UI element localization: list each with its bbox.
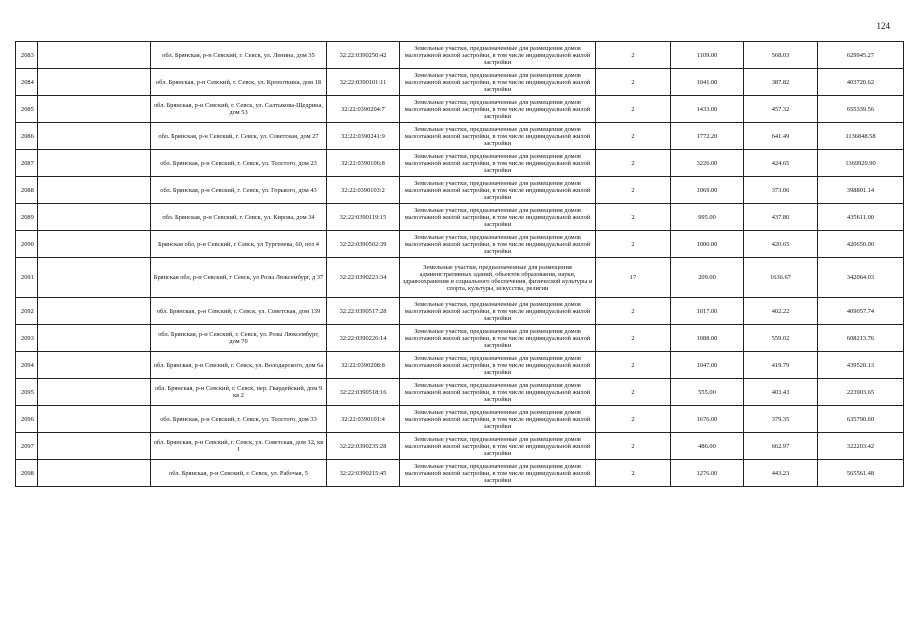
- area-cell: 995.00: [671, 204, 744, 231]
- area-cell: 1772.20: [671, 123, 744, 150]
- cadastral-value-cell: 565561.48: [818, 460, 904, 487]
- land-use-cell: Земельные участки, предназначенные для размещения домов малоэтажной жилой застройки, в том числе индивидуальной жилой застройки: [400, 204, 596, 231]
- row-number-cell: 2087: [16, 150, 38, 177]
- land-use-cell: Земельные участки, предназначенные для размещения домов малоэтажной жилой застройки, в том числе индивидуальной жилой застройки: [400, 42, 596, 69]
- cadastral-value-cell: 629945.27: [818, 42, 904, 69]
- cadastral-value-cell: 435611.00: [818, 204, 904, 231]
- row-number-cell: 2096: [16, 406, 38, 433]
- table-row: [16, 325, 904, 352]
- cadastral-number-cell: 32:22:0390517:28: [327, 298, 400, 325]
- blank-cell: [38, 352, 151, 379]
- use-group-cell: 2: [596, 352, 671, 379]
- land-use-cell: Земельные участки, предназначенные для размещения домов малоэтажной жилой застройки, в том числе индивидуальной жилой застройки: [400, 460, 596, 487]
- blank-cell: [38, 204, 151, 231]
- land-use-cell: Земельные участки, предназначенные для размещения домов малоэтажной жилой застройки, в том числе индивидуальной жилой застройки: [400, 231, 596, 258]
- address-cell: обл. Брянская, р-н Севский, г. Севск, ул. Толстого, дом 23: [151, 150, 327, 177]
- row-number-cell: 2091: [16, 258, 38, 298]
- blank-cell: [38, 406, 151, 433]
- cadastral-number-cell: 32:22:0390119:15: [327, 204, 400, 231]
- unit-value-cell: 387.82: [744, 69, 818, 96]
- unit-value-cell: 403.43: [744, 379, 818, 406]
- cadastral-value-cell: 403720.62: [818, 69, 904, 96]
- use-group-cell: 2: [596, 123, 671, 150]
- blank-cell: [38, 433, 151, 460]
- cadastral-number-cell: 32:22:0390103:2: [327, 177, 400, 204]
- cadastral-number-cell: 32:22:0390235:28: [327, 433, 400, 460]
- use-group-cell: 2: [596, 406, 671, 433]
- address-cell: обл. Брянская, р-н Севский, г. Севск, ул. Рабочая, 5: [151, 460, 327, 487]
- cadastral-value-cell: 1136848.58: [818, 123, 904, 150]
- address-cell: обл. Брянская, р-н Севский, г. Севск, ул. Советская, дом 139: [151, 298, 327, 325]
- use-group-cell: 2: [596, 325, 671, 352]
- row-number-cell: 2084: [16, 69, 38, 96]
- cadastral-value-cell: 655339.56: [818, 96, 904, 123]
- land-use-cell: Земельные участки, предназначенные для размещения домов малоэтажной жилой застройки, в том числе индивидуальной жилой застройки: [400, 150, 596, 177]
- cadastral-value-cell: 322203.42: [818, 433, 904, 460]
- land-use-cell: Земельные участки, предназначенные для размещения домов малоэтажной жилой застройки, в том числе индивидуальной жилой застройки: [400, 406, 596, 433]
- cadastral-number-cell: 32:22:0390241:9: [327, 123, 400, 150]
- table-row: [16, 379, 904, 406]
- address-cell: обл. Брянская, р-н Севский, г. Севск, ул. Володарского, дом 6а: [151, 352, 327, 379]
- address-cell: обл. Брянская, р-н Севский, г. Севск, ул. Толстого, дом 33: [151, 406, 327, 433]
- land-use-cell: Земельные участки, предназначенные для размещения домов малоэтажной жилой застройки, в том числе индивидуальной жилой застройки: [400, 433, 596, 460]
- blank-cell: [38, 325, 151, 352]
- address-cell: обл. Брянская, р-н Севский, г. Севск, ул. Советская, дом 27: [151, 123, 327, 150]
- unit-value-cell: 559.02: [744, 325, 818, 352]
- cadastral-number-cell: 32:22:0390250:42: [327, 42, 400, 69]
- unit-value-cell: 457.32: [744, 96, 818, 123]
- page-number: 124: [876, 21, 890, 31]
- row-number-cell: 2089: [16, 204, 38, 231]
- blank-cell: [38, 150, 151, 177]
- cadastral-value-cell: 223903.65: [818, 379, 904, 406]
- blank-cell: [38, 231, 151, 258]
- blank-cell: [38, 258, 151, 298]
- cadastral-value-cell: 420650.00: [818, 231, 904, 258]
- row-number-cell: 2095: [16, 379, 38, 406]
- blank-cell: [38, 379, 151, 406]
- table-row: [16, 433, 904, 460]
- use-group-cell: 17: [596, 258, 671, 298]
- row-number-cell: 2093: [16, 325, 38, 352]
- use-group-cell: 2: [596, 460, 671, 487]
- cadastral-value-cell: 635790.60: [818, 406, 904, 433]
- unit-value-cell: 662.97: [744, 433, 818, 460]
- table-row: [16, 460, 904, 487]
- unit-value-cell: 437.80: [744, 204, 818, 231]
- use-group-cell: 2: [596, 177, 671, 204]
- row-number-cell: 2094: [16, 352, 38, 379]
- area-cell: 209.00: [671, 258, 744, 298]
- row-number-cell: 2097: [16, 433, 38, 460]
- unit-value-cell: 419.79: [744, 352, 818, 379]
- use-group-cell: 2: [596, 433, 671, 460]
- address-cell: обл. Брянская, р-н Севский, г. Севск, ул. Кропоткина, дом 18: [151, 69, 327, 96]
- blank-cell: [38, 96, 151, 123]
- cadastral-value-cell: 342064.03: [818, 258, 904, 298]
- land-use-cell: Земельные участки, предназначенные для размещения домов малоэтажной жилой застройки, в том числе индивидуальной жилой застройки: [400, 352, 596, 379]
- cadastral-value-cell: 1369920.90: [818, 150, 904, 177]
- area-cell: 1676.00: [671, 406, 744, 433]
- cadastral-number-cell: 32:22:0390204:7: [327, 96, 400, 123]
- blank-cell: [38, 69, 151, 96]
- area-cell: 555.00: [671, 379, 744, 406]
- row-number-cell: 2090: [16, 231, 38, 258]
- cadastral-value-cell: 608213.76: [818, 325, 904, 352]
- address-cell: обл. Брянская, р-н Севский, г. Севск, ул. Розы Люксембург, дом 70: [151, 325, 327, 352]
- cadastral-number-cell: 32:22:0390223:34: [327, 258, 400, 298]
- use-group-cell: 2: [596, 379, 671, 406]
- table-row: [16, 177, 904, 204]
- land-use-cell: Земельные участки, предназначенные для размещения домов малоэтажной жилой застройки, в том числе индивидуальной жилой застройки: [400, 96, 596, 123]
- land-use-cell: Земельные участки, предназначенные для размещения домов малоэтажной жилой застройки, в том числе индивидуальной жилой застройки: [400, 123, 596, 150]
- table-row: [16, 150, 904, 177]
- row-number-cell: 2086: [16, 123, 38, 150]
- table-row: [16, 298, 904, 325]
- address-cell: обл. Брянская, р-н Севский, г. Севск, ул. Советская, дом 12, кв 1: [151, 433, 327, 460]
- area-cell: 3226.00: [671, 150, 744, 177]
- area-cell: 1047.00: [671, 352, 744, 379]
- unit-value-cell: 373.06: [744, 177, 818, 204]
- table-row: [16, 42, 904, 69]
- use-group-cell: 2: [596, 69, 671, 96]
- area-cell: 486.00: [671, 433, 744, 460]
- blank-cell: [38, 298, 151, 325]
- cadastral-number-cell: 32:22:0390106:8: [327, 150, 400, 177]
- cadastral-value-cell: 409057.74: [818, 298, 904, 325]
- unit-value-cell: 641.49: [744, 123, 818, 150]
- cadastral-number-cell: 32:22:0390208:8: [327, 352, 400, 379]
- unit-value-cell: 379.35: [744, 406, 818, 433]
- use-group-cell: 2: [596, 42, 671, 69]
- blank-cell: [38, 177, 151, 204]
- address-cell: Брянская обл, р-н Севский, г Севск, ул Розы Люксембург, д 37: [151, 258, 327, 298]
- cadastral-number-cell: 32:22:0390101:4: [327, 406, 400, 433]
- table-row: [16, 258, 904, 298]
- unit-value-cell: 568.03: [744, 42, 818, 69]
- row-number-cell: 2085: [16, 96, 38, 123]
- address-cell: обл. Брянская, р-н Севский, г. Севск, ул. Горького, дом 43: [151, 177, 327, 204]
- cadastral-value-cell: 439520.13: [818, 352, 904, 379]
- table-row: [16, 69, 904, 96]
- row-number-cell: 2092: [16, 298, 38, 325]
- area-cell: 1109.00: [671, 42, 744, 69]
- table-row: [16, 123, 904, 150]
- address-cell: обл. Брянская, р-н Севский, г. Севск, пер. Гвардейский, дом 9 кв 2: [151, 379, 327, 406]
- area-cell: 1088.00: [671, 325, 744, 352]
- land-use-cell: Земельные участки, предназначенные для размещения домов малоэтажной жилой застройки, в том числе индивидуальной жилой застройки: [400, 69, 596, 96]
- address-cell: Брянская обл, р-н Севский, г Севск, ул Тургенева, 60, поз 4: [151, 231, 327, 258]
- use-group-cell: 2: [596, 150, 671, 177]
- unit-value-cell: 420.65: [744, 231, 818, 258]
- unit-value-cell: 443.23: [744, 460, 818, 487]
- cadastral-number-cell: 32:22:0390101:11: [327, 69, 400, 96]
- row-number-cell: 2083: [16, 42, 38, 69]
- table-row: [16, 231, 904, 258]
- cadastral-value-table: [15, 41, 904, 487]
- blank-cell: [38, 123, 151, 150]
- row-number-cell: 2088: [16, 177, 38, 204]
- area-cell: 1041.00: [671, 69, 744, 96]
- land-use-cell: Земельные участки, предназначенные для размещения административных зданий, объектов образования, науки, здравоохранения и социального обеспечения, физической культуры и спорта, культуры, искусства, религии: [400, 258, 596, 298]
- unit-value-cell: 1636.67: [744, 258, 818, 298]
- table-row: [16, 96, 904, 123]
- land-use-cell: Земельные участки, предназначенные для размещения домов малоэтажной жилой застройки, в том числе индивидуальной жилой застройки: [400, 298, 596, 325]
- address-cell: обл. Брянская, р-н Севский, г. Севск, ул. Салтыкова-Щедрина, дом 53: [151, 96, 327, 123]
- cadastral-number-cell: 32:22:0390215:45: [327, 460, 400, 487]
- land-use-cell: Земельные участки, предназначенные для размещения домов малоэтажной жилой застройки, в том числе индивидуальной жилой застройки: [400, 177, 596, 204]
- table-row: [16, 204, 904, 231]
- unit-value-cell: 402.22: [744, 298, 818, 325]
- unit-value-cell: 424.65: [744, 150, 818, 177]
- table-row: [16, 352, 904, 379]
- area-cell: 1017.00: [671, 298, 744, 325]
- row-number-cell: 2098: [16, 460, 38, 487]
- table-row: [16, 406, 904, 433]
- address-cell: обл. Брянская, р-н Севский, г. Севск, ул. Кирова, дом 34: [151, 204, 327, 231]
- area-cell: 1276.00: [671, 460, 744, 487]
- use-group-cell: 2: [596, 231, 671, 258]
- land-use-cell: Земельные участки, предназначенные для размещения домов малоэтажной жилой застройки, в том числе индивидуальной жилой застройки: [400, 325, 596, 352]
- land-use-cell: Земельные участки, предназначенные для размещения домов малоэтажной жилой застройки, в том числе индивидуальной жилой застройки: [400, 379, 596, 406]
- blank-cell: [38, 42, 151, 69]
- use-group-cell: 2: [596, 204, 671, 231]
- use-group-cell: 2: [596, 96, 671, 123]
- blank-cell: [38, 460, 151, 487]
- cadastral-number-cell: 32:22:0390502:39: [327, 231, 400, 258]
- table-body: [16, 42, 904, 487]
- area-cell: 1000.00: [671, 231, 744, 258]
- use-group-cell: 2: [596, 298, 671, 325]
- cadastral-number-cell: 32:22:0390518:16: [327, 379, 400, 406]
- area-cell: 1069.00: [671, 177, 744, 204]
- cadastral-number-cell: 32:22:0390226:14: [327, 325, 400, 352]
- area-cell: 1433.00: [671, 96, 744, 123]
- cadastral-value-cell: 398801.14: [818, 177, 904, 204]
- address-cell: обл. Брянская, р-н Севский, г. Севск, ул. Ленина, дом 35: [151, 42, 327, 69]
